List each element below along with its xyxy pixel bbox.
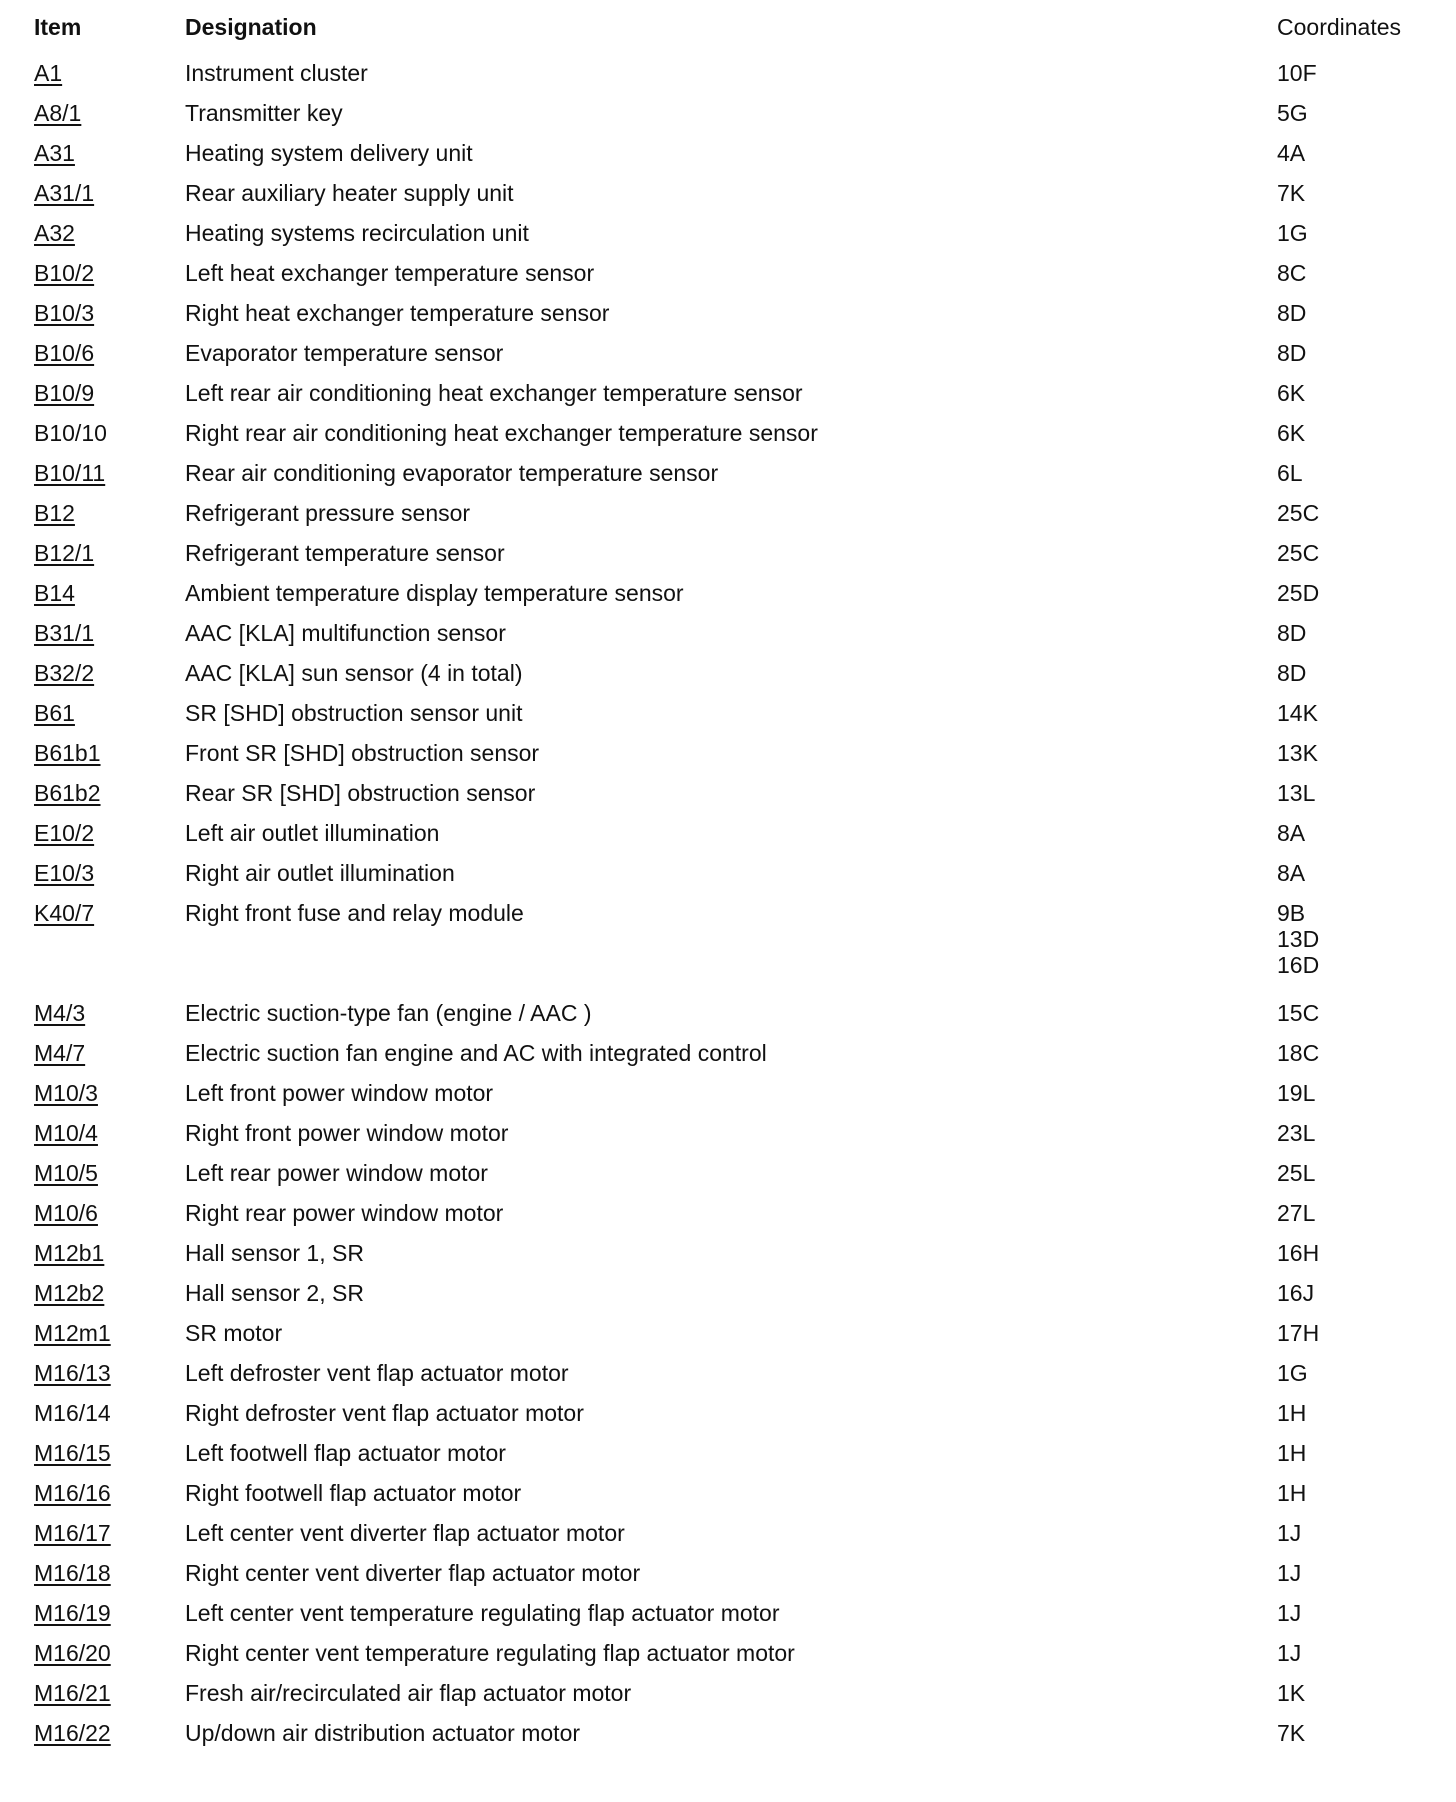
coordinates-cell — [1277, 412, 1434, 446]
coordinate-value: 1J — [1277, 1640, 1302, 1666]
item-cell — [34, 292, 185, 326]
coordinates-cell — [1277, 92, 1434, 126]
designation-cell: AAC [KLA] sun sensor (4 in total) — [185, 660, 523, 686]
item-cell — [34, 1352, 185, 1386]
table-row — [34, 1592, 1434, 1632]
coordinates-cell — [1277, 1592, 1434, 1626]
coordinates-cell — [1277, 812, 1434, 846]
coordinate-value: 8C — [1277, 260, 1307, 286]
designation-cell: Refrigerant temperature sensor — [185, 540, 505, 566]
coordinate-value: 1J — [1277, 1600, 1302, 1626]
coordinates-cell — [1277, 1272, 1434, 1306]
coordinate-value: 8D — [1277, 660, 1307, 686]
item-code-link[interactable]: M4/3 — [34, 1000, 86, 1026]
coordinates-cell — [1277, 892, 1434, 978]
designation-cell: Rear auxiliary heater supply unit — [185, 180, 514, 206]
coordinate-value: 13K — [1277, 740, 1318, 766]
coordinates-cell — [1277, 1472, 1434, 1506]
table-row — [34, 1432, 1434, 1472]
table-row — [34, 1512, 1434, 1552]
designation-cell: Left defroster vent flap actuator motor — [185, 1360, 569, 1386]
item-code-link[interactable]: B10/9 — [34, 380, 95, 406]
coordinates-cell — [1277, 252, 1434, 286]
table-row — [34, 252, 1434, 292]
item-code-link[interactable]: M10/5 — [34, 1160, 98, 1186]
item-cell — [34, 1232, 185, 1266]
item-code-link[interactable]: M16/13 — [34, 1360, 111, 1386]
table-row — [34, 1032, 1434, 1072]
item-cell — [34, 652, 185, 686]
item-code-link[interactable]: M10/6 — [34, 1200, 98, 1226]
coordinates-cell — [1277, 212, 1434, 246]
item-cell — [34, 52, 185, 86]
item-code-link[interactable]: M16/17 — [34, 1520, 111, 1546]
item-cell — [34, 1592, 185, 1626]
designation-cell: Heating system delivery unit — [185, 140, 473, 166]
item-code-link[interactable]: B10/2 — [34, 260, 95, 286]
designation-cell: Left heat exchanger temperature sensor — [185, 260, 595, 286]
table-row — [34, 1232, 1434, 1272]
coordinate-value: 27L — [1277, 1200, 1316, 1226]
coordinates-cell — [1277, 572, 1434, 606]
coordinates-cell — [1277, 372, 1434, 406]
table-row — [34, 1272, 1434, 1312]
coordinates-cell — [1277, 732, 1434, 766]
coordinate-value: 10F — [1277, 60, 1317, 86]
coordinate-value: 1J — [1277, 1560, 1302, 1586]
designation-cell: Left footwell flap actuator motor — [185, 1440, 506, 1466]
table-row — [34, 732, 1434, 772]
table-row — [34, 1552, 1434, 1592]
designation-cell: Right heat exchanger temperature sensor — [185, 300, 610, 326]
coordinates-cell — [1277, 1392, 1434, 1426]
coordinate-value: 5G — [1277, 100, 1308, 126]
item-code-link[interactable]: M16/22 — [34, 1720, 111, 1746]
designation-cell: Right rear air conditioning heat exchanger temperature sensor — [185, 420, 818, 446]
coordinates-cell — [1277, 772, 1434, 806]
coordinate-value: 8D — [1277, 620, 1307, 646]
designation-cell: Right front power window motor — [185, 1120, 509, 1146]
coordinates-cell — [1277, 1312, 1434, 1346]
item-code: M16/14 — [34, 1400, 111, 1426]
item-cell — [34, 1552, 185, 1586]
table-row — [34, 1472, 1434, 1512]
table-row — [34, 892, 1434, 992]
coordinate-value: 7K — [1277, 1720, 1306, 1746]
coordinate-value: 8A — [1277, 860, 1306, 886]
header-item: Item — [34, 14, 82, 40]
item-cell — [34, 92, 185, 126]
item-code-link[interactable]: A31/1 — [34, 180, 95, 206]
coordinate-value: 13D — [1277, 926, 1320, 952]
coordinates-cell — [1277, 1512, 1434, 1546]
table-row — [34, 992, 1434, 1032]
item-code-link[interactable]: B12 — [34, 500, 75, 526]
designation-cell: Heating systems recirculation unit — [185, 220, 529, 246]
item-cell — [34, 852, 185, 886]
table-row — [34, 1152, 1434, 1192]
item-code-link[interactable]: M16/19 — [34, 1600, 111, 1626]
item-code-link[interactable]: E10/2 — [34, 820, 95, 846]
item-code-link[interactable]: B10/6 — [34, 340, 95, 366]
item-cell — [34, 1072, 185, 1106]
designation-cell: Front SR [SHD] obstruction sensor — [185, 740, 540, 766]
item-cell — [34, 252, 185, 286]
designation-cell: Right center vent temperature regulating flap actuator motor — [185, 1640, 795, 1666]
item-code-link[interactable]: M4/7 — [34, 1040, 86, 1066]
designation-cell: Left front power window motor — [185, 1080, 494, 1106]
item-code-link[interactable]: M10/4 — [34, 1120, 98, 1146]
item-code-link[interactable]: A32 — [34, 220, 75, 246]
table-header-row — [34, 6, 1434, 52]
designation-cell: Left center vent temperature regulating flap actuator motor — [185, 1600, 780, 1626]
item-code-link[interactable]: B10/3 — [34, 300, 95, 326]
coordinates-cell — [1277, 532, 1434, 566]
item-code-link[interactable]: B61 — [34, 700, 75, 726]
coordinates-cell — [1277, 172, 1434, 206]
coordinate-value: 23L — [1277, 1120, 1316, 1146]
designation-cell: SR motor — [185, 1320, 283, 1346]
coordinate-value: 1G — [1277, 220, 1308, 246]
item-code-link[interactable]: M16/18 — [34, 1560, 111, 1586]
designation-cell: Left air outlet illumination — [185, 820, 440, 846]
table-row — [34, 532, 1434, 572]
table-row — [34, 1312, 1434, 1352]
coordinate-value: 1K — [1277, 1680, 1306, 1706]
table-row — [34, 372, 1434, 412]
item-code-link[interactable]: B10/11 — [34, 460, 106, 486]
table-row — [34, 1072, 1434, 1112]
table-row — [34, 132, 1434, 172]
coordinates-cell — [1277, 1232, 1434, 1266]
coordinates-cell — [1277, 692, 1434, 726]
item-code-link[interactable]: M16/16 — [34, 1480, 111, 1506]
coordinate-value: 19L — [1277, 1080, 1316, 1106]
item-cell — [34, 992, 185, 1026]
table-row — [34, 1632, 1434, 1672]
item-cell — [34, 1192, 185, 1226]
item-code: B10/10 — [34, 420, 107, 446]
table-row — [34, 692, 1434, 732]
item-cell — [34, 172, 185, 206]
item-code-link[interactable]: M16/21 — [34, 1680, 111, 1706]
coordinates-cell — [1277, 1072, 1434, 1106]
item-cell — [34, 612, 185, 646]
coordinates-cell — [1277, 852, 1434, 886]
designation-cell: AAC [KLA] multifunction sensor — [185, 620, 506, 646]
coordinates-cell — [1277, 452, 1434, 486]
item-cell — [34, 1272, 185, 1306]
coordinate-value: 17H — [1277, 1320, 1320, 1346]
coordinate-value: 25D — [1277, 580, 1320, 606]
item-code-link[interactable]: B12/1 — [34, 540, 95, 566]
designation-cell: Fresh air/recirculated air flap actuator motor — [185, 1680, 632, 1706]
item-cell — [34, 132, 185, 166]
coordinate-value: 18C — [1277, 1040, 1320, 1066]
table-row — [34, 852, 1434, 892]
table-row — [34, 612, 1434, 652]
item-cell — [34, 1512, 185, 1546]
table-row — [34, 652, 1434, 692]
designation-cell: Right defroster vent flap actuator motor — [185, 1400, 584, 1426]
coordinates-cell — [1277, 52, 1434, 86]
item-code-link[interactable]: M12b1 — [34, 1240, 105, 1266]
coordinate-value: 1H — [1277, 1480, 1307, 1506]
item-cell — [34, 1712, 185, 1746]
table-row — [34, 1712, 1434, 1752]
table-row — [34, 1192, 1434, 1232]
item-code-link[interactable]: E10/3 — [34, 860, 95, 886]
coordinate-value: 16D — [1277, 952, 1320, 978]
item-cell — [34, 812, 185, 846]
coordinates-cell — [1277, 132, 1434, 166]
item-code-link[interactable]: M10/3 — [34, 1080, 98, 1106]
item-cell — [34, 692, 185, 726]
designation-cell: Electric suction-type fan (engine / AAC ) — [185, 1000, 592, 1026]
coordinates-cell — [1277, 1112, 1434, 1146]
item-cell — [34, 212, 185, 246]
table-row — [34, 1112, 1434, 1152]
designation-cell: Ambient temperature display temperature sensor — [185, 580, 684, 606]
designation-cell: Hall sensor 1, SR — [185, 1240, 364, 1266]
table-row — [34, 452, 1434, 492]
table-row — [34, 172, 1434, 212]
item-cell — [34, 1632, 185, 1666]
coordinates-cell — [1277, 1352, 1434, 1386]
item-code-link[interactable]: B32/2 — [34, 660, 95, 686]
designation-cell: Rear SR [SHD] obstruction sensor — [185, 780, 536, 806]
item-cell — [34, 412, 185, 446]
designation-cell: Right air outlet illumination — [185, 860, 455, 886]
item-code-link[interactable]: M16/15 — [34, 1440, 111, 1466]
coordinates-cell — [1277, 1632, 1434, 1666]
designation-cell: Electric suction fan engine and AC with integrated control — [185, 1040, 767, 1066]
table-body — [34, 52, 1434, 1752]
coordinates-cell — [1277, 1672, 1434, 1706]
item-cell — [34, 772, 185, 806]
header-designation: Designation — [185, 14, 317, 40]
table-row — [34, 812, 1434, 852]
item-cell — [34, 332, 185, 366]
item-cell — [34, 1672, 185, 1706]
item-cell — [34, 372, 185, 406]
coordinate-value: 25L — [1277, 1160, 1316, 1186]
item-cell — [34, 1472, 185, 1506]
table-row — [34, 492, 1434, 532]
designation-cell: Up/down air distribution actuator motor — [185, 1720, 581, 1746]
designation-cell: Right front fuse and relay module — [185, 900, 524, 926]
coordinates-cell — [1277, 1192, 1434, 1226]
designation-cell: Left center vent diverter flap actuator motor — [185, 1520, 625, 1546]
item-cell — [34, 1152, 185, 1186]
coordinate-value: 8D — [1277, 300, 1307, 326]
coordinate-value: 7K — [1277, 180, 1306, 206]
table-row — [34, 212, 1434, 252]
coordinates-cell — [1277, 612, 1434, 646]
designation-cell: Refrigerant pressure sensor — [185, 500, 471, 526]
designation-cell: Instrument cluster — [185, 60, 368, 86]
item-code-link[interactable]: A8/1 — [34, 100, 82, 126]
designation-cell: Left rear power window motor — [185, 1160, 488, 1186]
designation-cell: Transmitter key — [185, 100, 343, 126]
item-cell — [34, 492, 185, 526]
coordinates-cell — [1277, 492, 1434, 526]
item-cell — [34, 1432, 185, 1466]
designation-cell: Hall sensor 2, SR — [185, 1280, 364, 1306]
coordinate-value: 1H — [1277, 1440, 1307, 1466]
coordinate-value: 25C — [1277, 500, 1320, 526]
designation-cell: Right footwell flap actuator motor — [185, 1480, 522, 1506]
item-code-link[interactable]: B14 — [34, 580, 75, 606]
table-row — [34, 1392, 1434, 1432]
item-code-link[interactable]: A1 — [34, 60, 63, 86]
coordinate-value: 9B — [1277, 900, 1306, 926]
table-row — [34, 52, 1434, 92]
item-code-link[interactable]: B61b1 — [34, 740, 101, 766]
table-row — [34, 292, 1434, 332]
coordinates-cell — [1277, 332, 1434, 366]
coordinate-value: 16J — [1277, 1280, 1315, 1306]
item-cell — [34, 1032, 185, 1066]
coordinate-value: 25C — [1277, 540, 1320, 566]
item-code-link[interactable]: M12b2 — [34, 1280, 105, 1306]
coordinates-cell — [1277, 292, 1434, 326]
coordinate-value: 6K — [1277, 420, 1306, 446]
item-cell — [34, 532, 185, 566]
designation-cell: SR [SHD] obstruction sensor unit — [185, 700, 523, 726]
item-cell — [34, 452, 185, 486]
coordinate-value: 16H — [1277, 1240, 1320, 1266]
coordinate-value: 8A — [1277, 820, 1306, 846]
coordinate-value: 14K — [1277, 700, 1318, 726]
item-cell — [34, 1392, 185, 1426]
designation-cell: Left rear air conditioning heat exchanger temperature sensor — [185, 380, 803, 406]
table-row — [34, 1672, 1434, 1712]
item-code-link[interactable]: M16/20 — [34, 1640, 111, 1666]
designation-cell: Evaporator temperature sensor — [185, 340, 504, 366]
coordinate-value: 6L — [1277, 460, 1303, 486]
coordinate-value: 4A — [1277, 140, 1306, 166]
coordinate-value: 1G — [1277, 1360, 1308, 1386]
table-row — [34, 412, 1434, 452]
coordinates-cell — [1277, 1152, 1434, 1186]
item-cell — [34, 732, 185, 766]
coordinate-value: 6K — [1277, 380, 1306, 406]
item-code-link[interactable]: B61b2 — [34, 780, 101, 806]
coordinates-cell — [1277, 1032, 1434, 1066]
coordinate-value: 1H — [1277, 1400, 1307, 1426]
coordinate-value: 13L — [1277, 780, 1316, 806]
header-coordinates: Coordinates — [1277, 14, 1402, 40]
item-code-link[interactable]: M12m1 — [34, 1320, 111, 1346]
item-cell — [34, 892, 185, 926]
coordinate-value: 8D — [1277, 340, 1307, 366]
component-legend-table — [34, 6, 1434, 1752]
coordinate-value: 15C — [1277, 1000, 1320, 1026]
coordinates-cell — [1277, 1552, 1434, 1586]
coordinates-cell — [1277, 1712, 1434, 1746]
coordinates-cell — [1277, 652, 1434, 686]
item-cell — [34, 1112, 185, 1146]
coordinates-cell — [1277, 1432, 1434, 1466]
table-row — [34, 1352, 1434, 1392]
item-cell — [34, 572, 185, 606]
item-cell — [34, 1312, 185, 1346]
table-row — [34, 92, 1434, 132]
coordinates-cell — [1277, 992, 1434, 1026]
item-code-link[interactable]: A31 — [34, 140, 75, 166]
item-code-link[interactable]: B31/1 — [34, 620, 95, 646]
designation-cell: Right center vent diverter flap actuator motor — [185, 1560, 641, 1586]
table-row — [34, 772, 1434, 812]
designation-cell: Right rear power window motor — [185, 1200, 504, 1226]
item-code-link[interactable]: K40/7 — [34, 900, 95, 926]
table-row — [34, 332, 1434, 372]
designation-cell: Rear air conditioning evaporator temperature sensor — [185, 460, 719, 486]
table-row — [34, 572, 1434, 612]
coordinate-value: 1J — [1277, 1520, 1302, 1546]
